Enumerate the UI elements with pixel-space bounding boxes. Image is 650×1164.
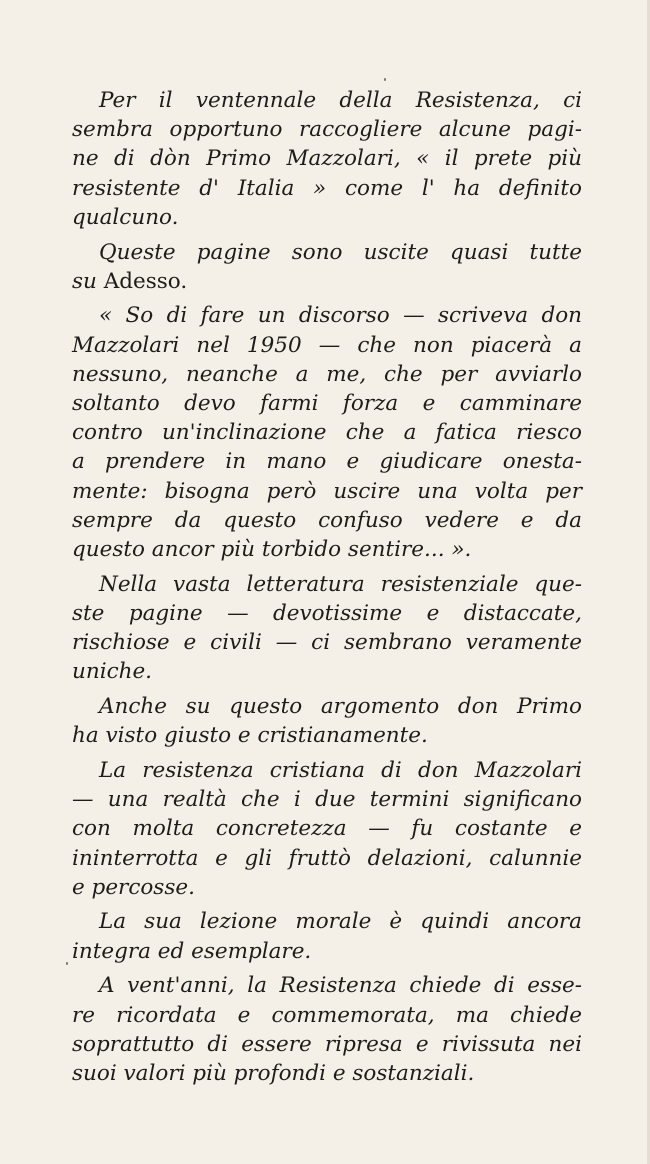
paragraph bbox=[72, 756, 582, 902]
text-line bbox=[72, 331, 582, 360]
text-line bbox=[72, 447, 582, 476]
paragraph bbox=[72, 301, 582, 564]
text-line bbox=[72, 599, 582, 628]
text-line bbox=[72, 907, 582, 936]
text-segment: qualcuno. bbox=[72, 204, 179, 230]
paragraph bbox=[72, 238, 582, 296]
text-segment: Per il ventennale della Resistenza, ci bbox=[99, 88, 582, 113]
text-line bbox=[72, 267, 582, 296]
text-line bbox=[72, 174, 582, 203]
text-line bbox=[72, 873, 582, 902]
text-segment: soltanto devo farmi forza e camminare bbox=[72, 391, 582, 417]
text-segment: con molta concretezza — fu costante e bbox=[72, 816, 582, 842]
text-line bbox=[72, 535, 582, 564]
text-line bbox=[72, 971, 582, 1000]
text-line bbox=[72, 115, 582, 144]
text-line bbox=[72, 756, 582, 785]
text-line bbox=[72, 814, 582, 843]
paragraph bbox=[72, 971, 582, 1088]
text-line bbox=[72, 238, 582, 267]
text-segment: resistente d' Italia » come l' ha definito bbox=[72, 175, 582, 201]
text-segment: Nella vasta letteratura resistenziale que- bbox=[99, 571, 582, 597]
paragraph bbox=[72, 907, 582, 965]
text-segment: ha visto giusto e cristianamente. bbox=[72, 723, 428, 749]
text-line bbox=[72, 506, 582, 535]
text-line bbox=[72, 785, 582, 814]
body-text bbox=[72, 86, 582, 1094]
text-segment: Queste pagine sono uscite quasi tutte bbox=[99, 239, 582, 265]
paper-speck bbox=[66, 962, 68, 965]
text-line bbox=[72, 203, 582, 232]
text-segment: questo ancor più torbido sentire... ». bbox=[72, 537, 472, 563]
text-segment: Anche su questo argomento don Primo bbox=[99, 694, 582, 720]
paper-speck bbox=[384, 78, 386, 81]
text-segment: e percosse. bbox=[72, 874, 195, 900]
text-segment: A vent'anni, la Resistenza chiede di esse- bbox=[99, 973, 582, 999]
text-line bbox=[72, 570, 582, 599]
text-segment: sembra opportuno raccogliere alcune pagi- bbox=[72, 117, 582, 143]
text-line bbox=[72, 418, 582, 447]
text-segment: nessuno, neanche a me, che per avviarlo bbox=[72, 361, 582, 387]
text-line bbox=[72, 628, 582, 657]
text-line bbox=[72, 477, 582, 506]
paragraph bbox=[72, 692, 582, 750]
text-segment: ininterrotta e gli fruttò delazioni, calunnie bbox=[72, 845, 582, 871]
text-segment: integra ed esemplare. bbox=[72, 938, 312, 964]
text-line bbox=[72, 937, 582, 966]
text-segment: La sua lezione morale è quindi ancora bbox=[99, 909, 582, 935]
text-line bbox=[72, 1030, 582, 1059]
text-line bbox=[72, 86, 582, 115]
text-segment: mente: bisogna però uscire una volta per bbox=[72, 478, 582, 504]
text-line bbox=[72, 389, 582, 418]
text-line bbox=[72, 1001, 582, 1030]
publication-title: Adesso. bbox=[103, 268, 188, 294]
text-segment: soprattutto di essere ripresa e rivissuta nei bbox=[72, 1031, 582, 1057]
text-line bbox=[72, 360, 582, 389]
text-segment: rischiose e civili — ci sembrano veramente bbox=[72, 630, 582, 656]
text-line bbox=[72, 144, 582, 173]
text-line bbox=[72, 692, 582, 721]
text-segment: sempre da questo confuso vedere e da bbox=[72, 507, 582, 533]
text-segment: — una realtà che i due termini significano bbox=[72, 787, 582, 813]
text-line bbox=[72, 844, 582, 873]
text-segment: ne di dòn Primo Mazzolari, « il prete più bbox=[72, 146, 582, 172]
text-segment: re ricordata e commemorata, ma chiede bbox=[72, 1002, 582, 1028]
text-segment: Mazzolari nel 1950 — che non piacerà a bbox=[72, 332, 582, 358]
text-line bbox=[72, 301, 582, 330]
text-segment: a prendere in mano e giudicare onesta- bbox=[72, 449, 582, 475]
paragraph bbox=[72, 86, 582, 232]
text-line bbox=[72, 721, 582, 750]
text-segment: « So di fare un discorso — scriveva don bbox=[99, 303, 582, 329]
text-segment: uniche. bbox=[72, 659, 153, 685]
text-segment: ste pagine — devotissime e distaccate, bbox=[72, 600, 582, 626]
text-line bbox=[72, 657, 582, 686]
text-segment: su bbox=[72, 268, 104, 294]
text-line bbox=[72, 1059, 582, 1088]
paragraph bbox=[72, 570, 582, 687]
text-segment: suoi valori più profondi e sostanziali. bbox=[72, 1061, 475, 1086]
text-segment: La resistenza cristiana di don Mazzolari bbox=[99, 757, 582, 783]
text-segment: contro un'inclinazione che a fatica riesco bbox=[72, 420, 582, 446]
